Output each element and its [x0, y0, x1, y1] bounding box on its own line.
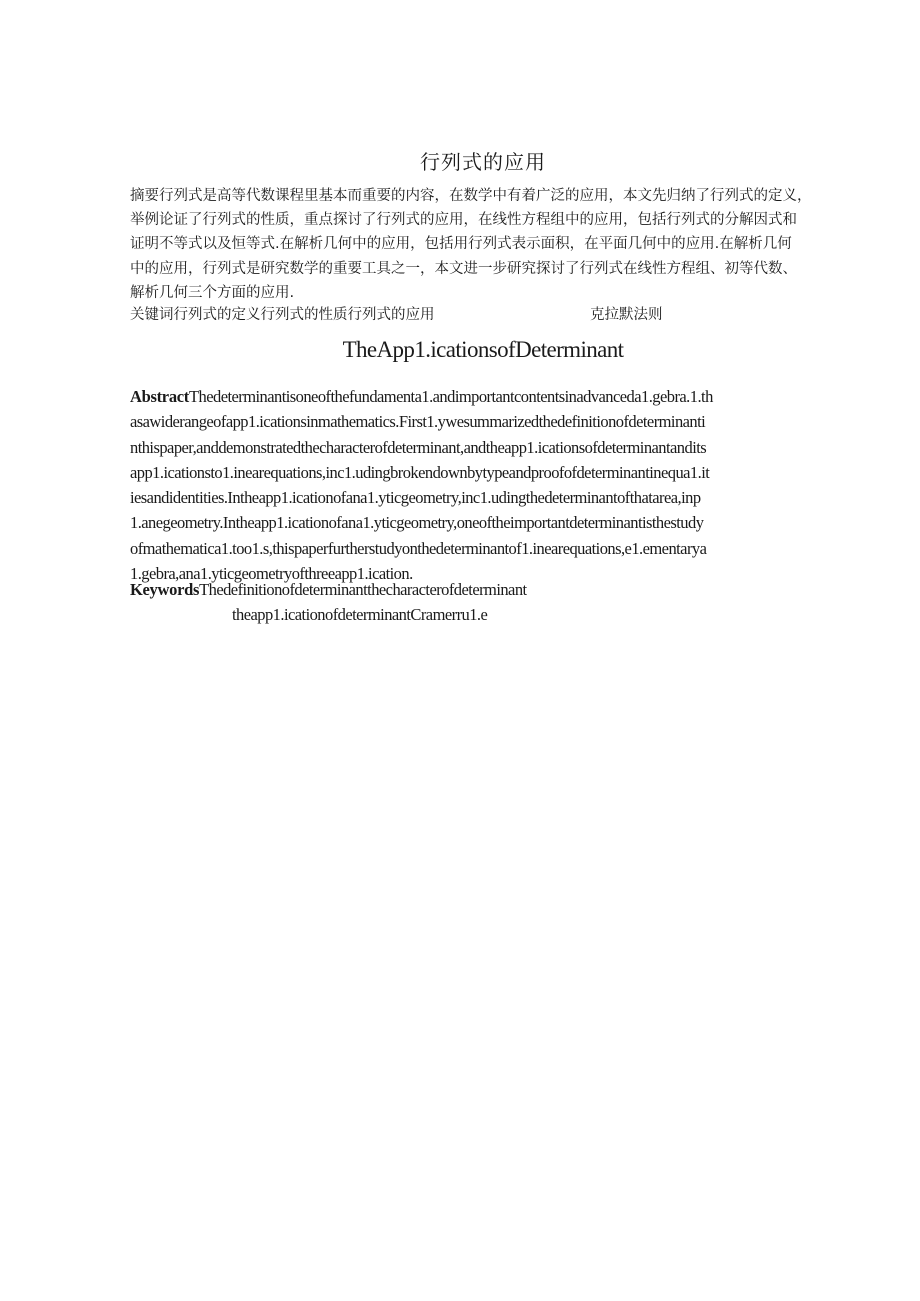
chinese-abstract-line: 摘要行列式是高等代数课程里基本而重要的内容，在数学中有着广泛的应用，本文先归纳了行列式的定义， [130, 188, 812, 204]
english-abstract-line: iesandidentities.Intheapp1.icationofana1.yticgeometry,inc1.udingthedeterminantofthatarea,inp [130, 488, 701, 508]
english-keywords-text: Thedefinitionofdeterminantthecharacterofdeterminant [199, 580, 527, 599]
english-abstract-line: ofmathematica1.too1.s,thispaperfurtherstudyonthedeterminantof1.inearequations,e1.ementarya [130, 538, 707, 558]
chinese-title: 行列式的应用 [420, 150, 546, 174]
english-title: TheApp1.icationsofDeterminant [342, 337, 624, 362]
english-abstract-line: 1.gebra,ana1.yticgeometryofthreeapp1.ication. [130, 564, 413, 584]
english-abstract-line: nthispaper,anddemonstratedthecharacterofdeterminant,andtheapp1.icationsofdeterminantandits [130, 437, 707, 457]
english-abstract-line: app1.icationsto1.inearequations,inc1.udingbrokendownbytypeandproofofdeterminantinequa1.it [130, 462, 710, 482]
english-abstract [130, 384, 850, 586]
chinese-abstract-line: 举例论证了行列式的性质，重点探讨了行列式的应用，在线性方程组中的应用，包括行列式的分解因式和 [130, 212, 797, 229]
english-keywords [130, 577, 850, 628]
chinese-keywords-main: 关键词行列式的定义行列式的性质行列式的应用 [130, 307, 435, 323]
abstract-label: Abstract [130, 387, 189, 406]
keywords-label: Keywords [130, 580, 200, 599]
chinese-keywords-extra: 克拉默法则 [590, 307, 663, 323]
chinese-abstract-line: 解析几何三个方面的应用. [130, 284, 295, 301]
english-keywords-line [130, 577, 850, 602]
chinese-abstract-line: 证明不等式以及恒等式.在解析几何中的应用，包括用行列式表示面积，在平面几何中的应用.在解析几何 [130, 236, 792, 253]
english-keywords-line: theapp1.icationofdeterminantCramerru1.e [232, 605, 488, 625]
english-abstract-line: asawiderangeofapp1.icationsinmathematics.First1.ywesummarizedthedefinitionofdeterminanti [130, 412, 706, 432]
chinese-keywords [130, 305, 850, 325]
chinese-abstract [130, 184, 850, 305]
english-abstract-line [130, 384, 850, 409]
english-abstract-line: 1.anegeometry.Intheapp1.icationofana1.yticgeometry,oneoftheimportantdeterminantisthestudy [130, 513, 704, 533]
english-abstract-text: Thedeterminantisoneofthefundamenta1.andimportantcontentsinadvanceda1.gebra.1.th [189, 387, 713, 406]
chinese-abstract-line: 中的应用，行列式是研究数学的重要工具之一，本文进一步研究探讨了行列式在线性方程组、初等代数、 [130, 260, 797, 277]
